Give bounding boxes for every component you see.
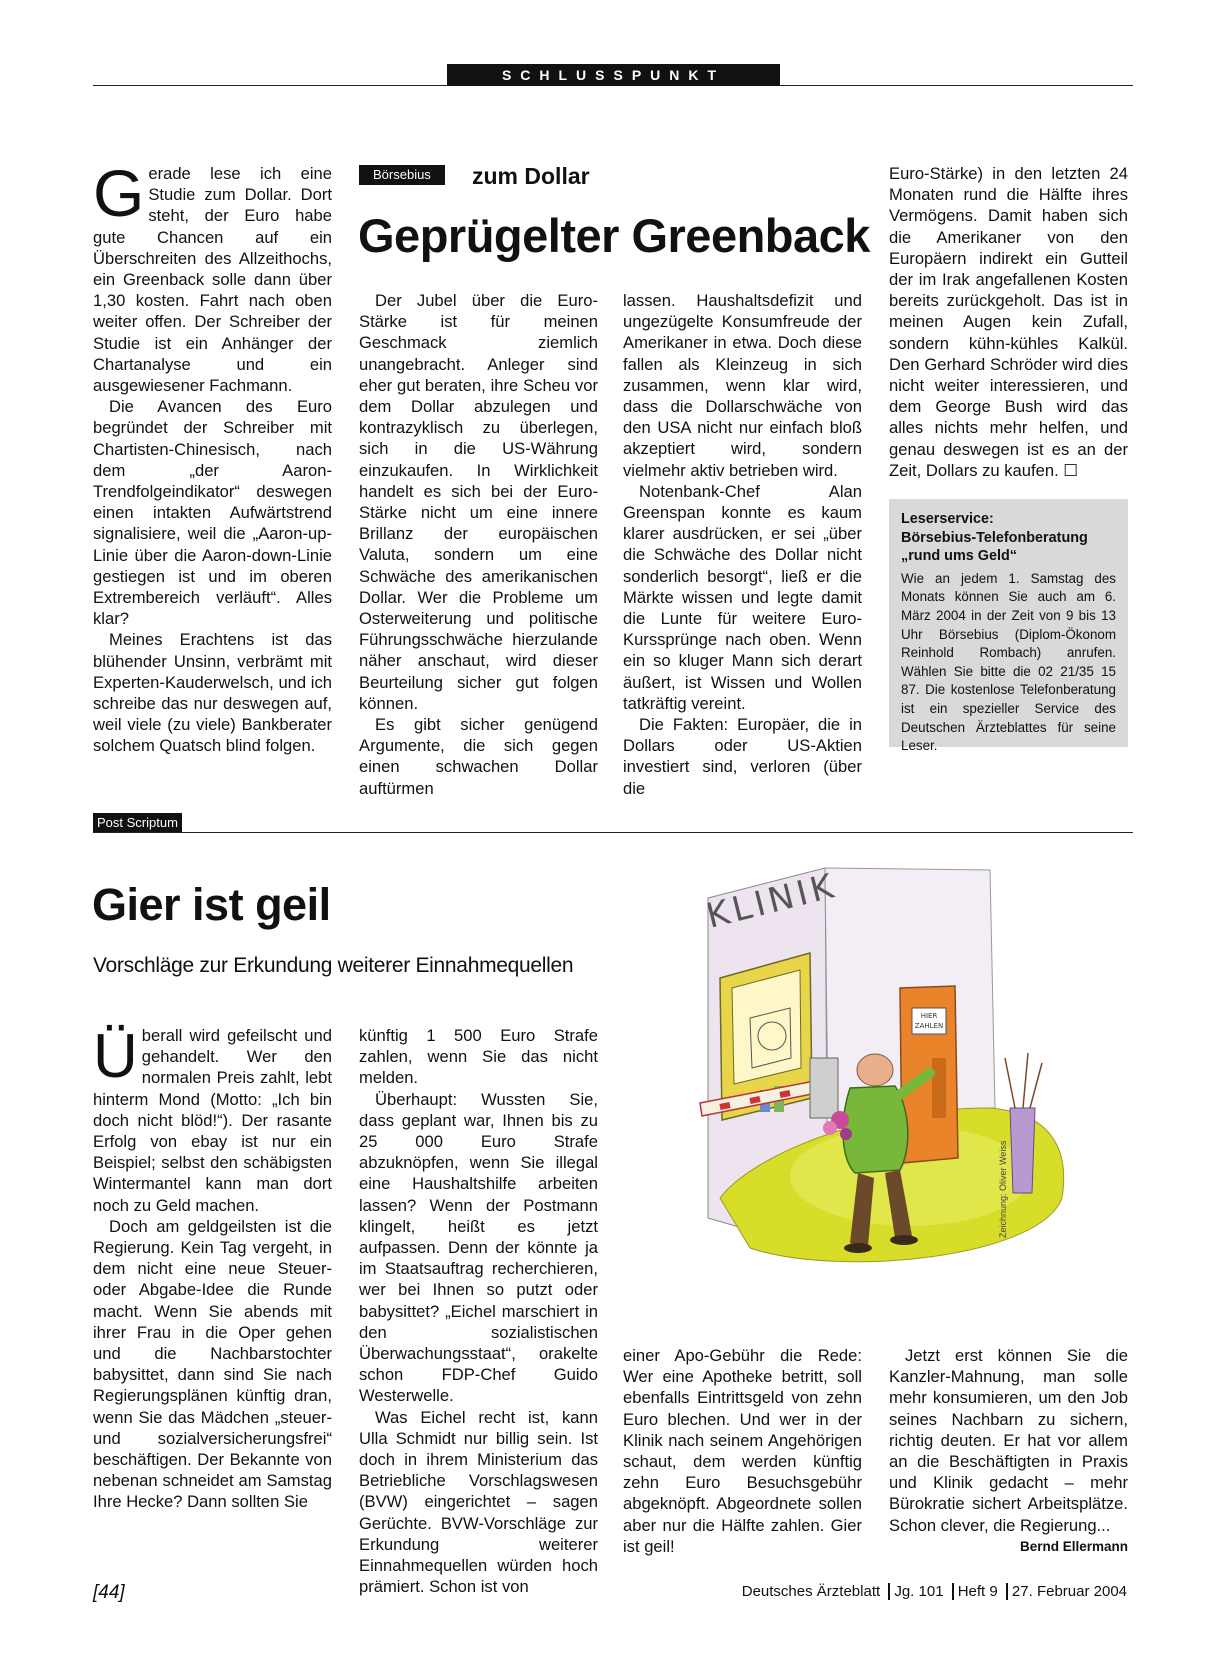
article1-kicker-row — [359, 163, 839, 193]
article1-col3-p3: Die Fakten: Europäer, die in Dollars oder US-Aktien investiert sind, verloren (über die — [623, 715, 862, 798]
article2-col1-p2: Doch am geldgeilsten ist die Regierung. Kein Tag vergeht, in dem nicht eine neue Steuer- oder Abgabe-Idee die Runde macht. Wenn Sie abends mit ihrer Frau in die Oper gehen und die Nachbarstochter babysittet, dann sind Sie nach Regierungsplänen künftig dran, wenn Sie das Mädchen „steuer- und sozialversicherungsfrei“ beschäftigen. Der Bekannte von nebenan schneidet am Samstag Ihre Hecke? Dann sollten Sie — [93, 1216, 332, 1512]
machine-label-2: ZAHLEN — [914, 1022, 944, 1030]
footer-journal: Deutsches Ärzteblatt — [741, 1583, 881, 1600]
post-scriptum-tag: Post Scriptum — [93, 813, 182, 832]
article2-col1-p1: Überall wird gefeilscht und gehandelt. Wer den normalen Preis zahlt, lebt hinterm Mond (Motto: „Ich bin doch nicht blöd!“). Der rasante Erfolg von ebay ist nur ein Beispiel; selbst den schäbigsten Wintermantel kann man dort noch zu Geld machen. — [93, 1022, 332, 1215]
column-tag: Börsebius — [359, 165, 445, 185]
cartoon-credit: Zeichnung: Oliver Weiss — [998, 1140, 1008, 1238]
article2-col2-p2: Überhaupt: Wussten Sie, dass geplant war, Ihnen bis zu 25 000 Euro Strafe abzuknöpfen, wenn Sie illegal eine Haushaltshilfe arbeiten lassen? Wenn der Postmann klingelt, heißt es jetzt aufpassen. Denn der könnte ja im Staatsauftrag recherchieren, wer bei Ihnen so putzt oder babysittet? „Eichel marschiert in den sozialistischen Überwachungsstaat“, orakelte schon FDP-Chef Guido Westerwelle. — [359, 1089, 598, 1406]
article2-col1 — [93, 1022, 332, 1513]
leserservice-box — [889, 499, 1128, 754]
dropcap-2: Ü — [93, 1022, 138, 1091]
article1-col1-p1: Gerade lese ich eine Studie zum Dollar. Dort steht, der Euro habe gute Chancen auf ein Überschreiten des Allzeithochs, ein Greenback solle dann über 1,30 kosten. Fahrt nach oben weiter offen. Der Schreiber der Studie ist ein Anhänger der Chartanalyse und ein ausgewiesener Fachmann. — [93, 156, 332, 396]
page-number: [44] — [93, 1582, 125, 1603]
article1-title: Geprügelter Greenback — [358, 209, 870, 262]
article1-col3-p2: Notenbank-Chef Alan Greenspan konnte es kaum klarer ausdrücken, er sei „über die Schwäche des Dollar nicht sonderlich besorgt“, ließ er die Märkte wissen und legte damit die Lunte für weitere Euro-Kurssprünge nach oben. Wenn ein so kluger Mann sich derart äußert, ist Wissen und Wollen tatkräftig vereint. — [623, 481, 862, 713]
footer-sep-2 — [952, 1583, 954, 1600]
article2-col3 — [623, 1345, 862, 1557]
infobox-title-2: Börsebius-Telefonberatung — [901, 529, 1088, 546]
article2-col4-p1: Jetzt erst können Sie die Kanzler-Mahnung, man solle mehr konsumieren, um den Job seines Nachbarn zu sichern, richtig deuten. Er hat vor allem an die Beschäftigten in Praxis und Klinik gedacht – mehr Bürokratie sichert Arbeitsplätze. Schon clever, die Regierung... Bernd Ellermann — [889, 1345, 1128, 1536]
article1-col1-p2: Die Avancen des Euro begründet der Schreiber mit Chartisten-Chinesisch, nach dem „der Aaron-Trendfolgeindikator“ deswegen einen intakten Aufwärtstrend signalisiere, weil die „Aaron-up-Linie über die Aaron-down-Linie gestiegen ist und im oberen Extrembereich verläuft“. Alles klar? — [93, 397, 332, 629]
article1-col3-p1: lassen. Haushaltsdefizit und ungezügelte Konsumfreude der Amerikaner in etwa. Doch diese fallen als Kleinzeug in sich zusammen, wenn klar wird, dass die Dollarschwäche von den USA nicht nur einfach bloß akzeptiert wird, sondern vielmehr aktiv betrieben wird. — [623, 291, 862, 480]
article2-subtitle: Vorschläge zur Erkundung weiterer Einnahmequellen — [93, 954, 574, 977]
infobox-title-3: „rund ums Geld“ — [901, 548, 1017, 565]
klinik-cartoon — [690, 858, 1090, 1298]
klinik-sign: KLINIK — [702, 865, 842, 937]
footer-date: 27. Februar 2004 — [1011, 1583, 1127, 1600]
dropcap: G — [93, 156, 145, 230]
article1-col2 — [359, 290, 598, 799]
footer-masthead — [742, 1583, 1127, 1600]
article1-col2-p2: Es gibt sicher genügend Argumente, die sich gegen einen schwachen Dollar auftürmen — [359, 715, 598, 798]
cartoon-illustration — [690, 858, 1090, 1298]
machine-label-1: HIER — [920, 1012, 938, 1020]
section-label: SCHLUSSPUNKT — [447, 64, 780, 86]
footer-volume: Jg. 101 — [894, 1583, 944, 1600]
article-kicker: zum Dollar — [472, 163, 590, 189]
article1-col2-p1: Der Jubel über die Euro-Stärke ist für meinen Geschmack ziemlich unangebracht. Anleger sind eher gut beraten, ihre Scheu vor dem Dollar abzulegen und kontrazyklisch zu überlegen, sich in die US-Währung einzukaufen. In Wirklichkeit handelt es sich bei der Euro-Stärke nicht um eine innere Brillanz der europäischen Valuta, sondern um eine Schwäche des amerikanischen Dollar. Wer die Probleme um Osterweiterung und politische Führungsschwäche hierzulande näher anschaut, wird dieser Beurteilung sicher gut folgen können. — [359, 291, 598, 713]
footer-sep-3 — [1006, 1583, 1008, 1600]
article2-title: Gier ist geil — [92, 879, 331, 930]
footer-sep-1 — [888, 1583, 890, 1600]
article1-col1 — [93, 156, 332, 757]
article2-col4 — [889, 1345, 1128, 1557]
article1-col4-p1: Euro-Stärke) in den letzten 24 Monaten rund die Hälfte ihres Vermögens. Damit haben sich die Amerikaner von den Europäern indirekt ein Gutteil der im Irak angefallenen Kosten bereits zurückgeholt. Das ist in meinen Augen kein Zufall, sondern kühn-kühles Kalkül. Den Gerhard Schröder wird dies nicht weiter interessieren, und dem George Bush wird das alles nichts mehr helfen, und genau deswegen ist es an der Zeit, Dollars zu kaufen. ☐ — [889, 164, 1128, 480]
article2-col2-p3: Was Eichel recht ist, kann Ulla Schmidt nur billig sein. Ist doch in ihrem Ministerium das Betriebliche Vorschlagswesen (BVW) eingerichtet – sagen Gerüchte. BVW-Vorschläge zur Erkundung weiterer Einnahmequellen würden hoch prämiert. Schon ist von — [359, 1407, 598, 1597]
article2-col2 — [359, 1025, 598, 1597]
footer-issue: Heft 9 — [957, 1583, 998, 1600]
article2-col3-p1: einer Apo-Gebühr die Rede: Wer eine Apotheke betritt, soll ebenfalls Eintrittsgeld von zehn Euro blechen. Und wer in der Klinik nach seinem Angehörigen schaut, dem werden künftig zehn Euro Besuchsgebühr abgeknöpft. Abgeordnete sollen aber nur die Hälfte zahlen. Gier ist geil! — [623, 1346, 862, 1556]
author-name: Bernd Ellermann — [1019, 1538, 1128, 1554]
article2-col2-p1: künftig 1 500 Euro Strafe zahlen, wenn Sie das nicht melden. — [359, 1026, 598, 1088]
article1-col3 — [623, 290, 862, 799]
article1-col4 — [889, 163, 1128, 481]
infobox-text: Wie an jedem 1. Samstag des Monats können Sie auch am 6. März 2004 in der Zeit von 9 bis 13 Uhr Börsebius (Diplom-Ökonom Reinhold Rombach) anrufen. Wählen Sie bitte die 02 21/35 15 87. Die kostenlose Telefonberatung ist ein spezieller Service des Deutschen Ärzteblattes für seine Leser. — [901, 570, 1116, 754]
article1-col1-p3: Meines Erachtens ist das blühender Unsinn, verbrämt mit Experten-Kauderwelsch, und ich schreibe das nur deswegen auf, weil viele (zu viele) Bankberater solchem Quatsch blind folgen. — [93, 630, 332, 756]
section-rule — [93, 832, 1133, 833]
infobox-title-1: Leserservice: — [901, 511, 994, 527]
